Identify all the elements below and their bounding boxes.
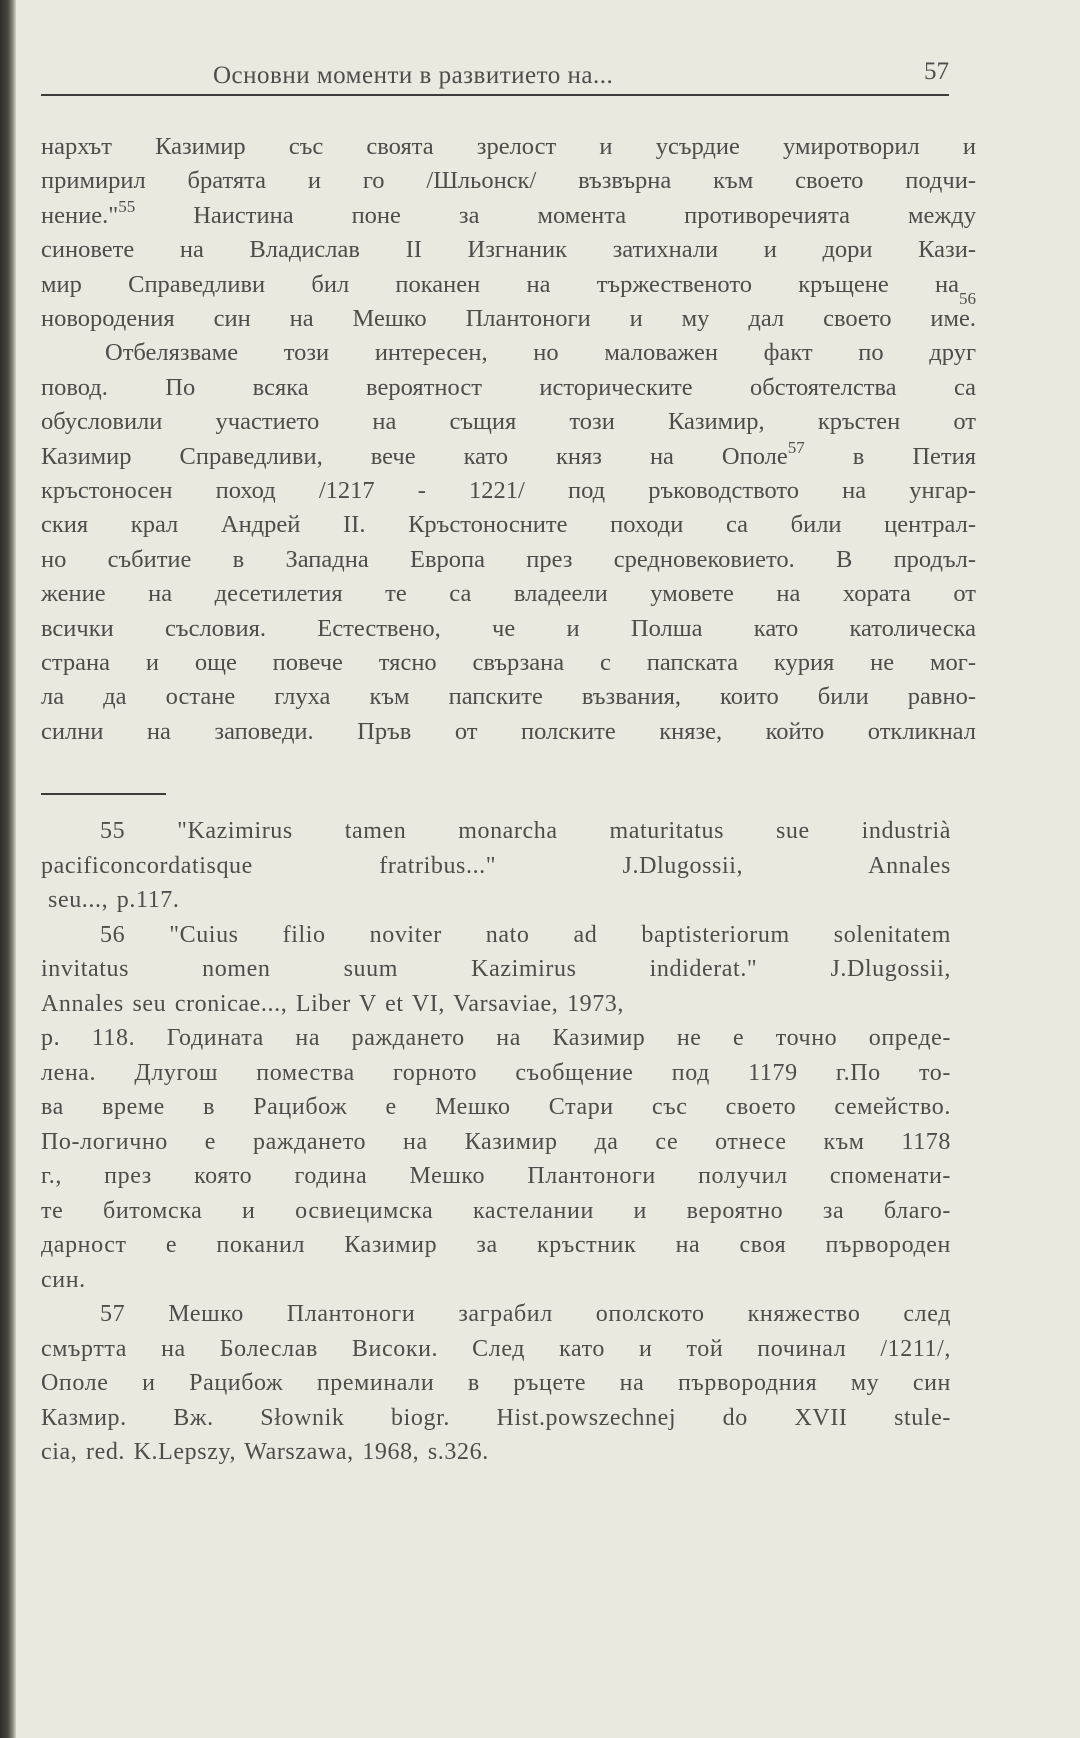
text-run: синовете на Владислав II Изгнаник затихнали и дори Кази- (41, 236, 976, 264)
footnote-line (48, 885, 958, 915)
footnote-line (41, 1127, 951, 1157)
page-number: 57 (924, 58, 949, 85)
text-run: дарност е поканил Казимир за кръстник на своя първороден (41, 1232, 951, 1258)
footnote-line (41, 851, 951, 881)
footnote-line (41, 1196, 951, 1226)
footnote-line (41, 1403, 951, 1433)
footnote-reference: 56 (959, 288, 976, 308)
body-line (41, 270, 976, 308)
body-line (41, 614, 976, 644)
text-run: всички съсловия. Естествено, че и Полша като католическа (41, 614, 976, 642)
text-run: страна и още повече тясно свързана с папската курия не мог- (41, 649, 976, 676)
footnote-line (41, 1092, 951, 1122)
text-run: ва време в Рацибож е Мешко Стари със своето семейство. (41, 1094, 951, 1120)
text-run: повод. По всяка вероятност историческите обстоятелства са (41, 373, 976, 401)
text-run: 55 "Kazimirus tamen monarcha maturitatus sue industrià (100, 818, 951, 844)
body-line (41, 476, 976, 506)
body-line (41, 407, 976, 437)
footnote-line (100, 920, 951, 950)
text-run: в Петия (804, 442, 976, 470)
book-binding-edge (0, 0, 16, 1738)
body-line (105, 338, 976, 368)
running-header (41, 56, 949, 96)
text-run: ла да остане глуха към папските възвания, които били равно- (41, 683, 976, 711)
body-line (41, 579, 976, 609)
text-run: Казимир Справедливи, вече като княз на Ополе (41, 442, 788, 470)
footnote-line (41, 989, 951, 1019)
body-line (41, 196, 976, 231)
text-run: cia, red. K.Lepszy, Warszawa, 1968, s.326. (41, 1439, 489, 1465)
text-run: p. 118. Годината на раждането на Казимир не е точно опреде- (41, 1025, 951, 1051)
body-line (41, 373, 976, 403)
text-run: жение на десетилетия те са владеели умовете на хората от (41, 580, 976, 608)
text-run: Отбелязваме този интересен, но маловажен факт по друг (105, 339, 976, 367)
footnote-line (41, 1058, 951, 1088)
text-run: обусловили участието на същия този Казимир, кръстен от (41, 408, 976, 436)
body-line (41, 166, 976, 196)
body-line (41, 545, 976, 575)
footnote-separator (41, 793, 166, 795)
body-line (41, 235, 976, 265)
text-run: 57 Мешко Плантоноги заграбил ополското княжество след (100, 1301, 951, 1327)
footnote-reference: 55 (118, 196, 136, 216)
footnote-line (41, 1368, 951, 1398)
footnote-line (41, 1437, 951, 1467)
body-line (41, 717, 976, 747)
body-line (41, 304, 976, 334)
footnote-reference: 57 (787, 437, 805, 457)
text-run: примирил братята и го /Шльонск/ възвърна към своето подчи- (41, 167, 976, 195)
body-line (41, 682, 976, 712)
text-run: нение." (41, 201, 119, 229)
running-header-title: Основни моменти в развитието на... (213, 62, 614, 89)
footnote-line (100, 1299, 951, 1329)
text-run: Ополе и Рацибож преминали в ръцете на първородния му син (41, 1370, 951, 1396)
body-line (41, 648, 976, 678)
footnote-line (41, 1230, 951, 1260)
text-run: 56 "Cuius filio noviter nato ad baptisteriorum solenitatem (100, 921, 951, 948)
text-run: син. (41, 1266, 86, 1293)
text-run: ския крал Андрей II. Кръстоносните походи са били централ- (41, 511, 976, 539)
body-line (41, 510, 976, 540)
text-run: seu..., p.117. (48, 887, 180, 913)
text-run: те битомска и освиецимска кастелании и вероятно за благо- (41, 1197, 951, 1224)
text-run: г., през която година Мешко Плантоноги получил споменати- (41, 1163, 951, 1189)
footnote-line (41, 1023, 951, 1053)
text-run: но събитие в Западна Европа през средновековието. В продъл- (41, 545, 976, 573)
text-run: кръстоносен поход /1217 - 1221/ под ръководството на унгар- (41, 477, 976, 504)
footnote-line (41, 1161, 951, 1191)
body-line (41, 132, 976, 162)
text-run: новородения син на Мешко Плантоноги и му дал своето име. (41, 305, 976, 332)
text-run: invitatus nomen suum Kazimirus indiderat." J.Dlugossii, (41, 956, 951, 982)
text-run: смъртта на Болеслав Високи. След като и той починал /1211/, (41, 1335, 951, 1362)
footnote-line (41, 1334, 951, 1364)
text-run: лена. Длугош помества горното съобщение под 1179 г.По то- (41, 1059, 951, 1086)
text-run: pacificoncordatisque fratribus..." J.Dlugossii, Annales (41, 852, 951, 879)
text-run: Наистина поне за момента противоречията между (135, 201, 976, 229)
text-run: нархът Казимир със своята зрелост и усърдие умиротворил и (41, 133, 976, 160)
text-run: Казмир. Вж. Słownik biogr. Hist.powszechnej do XVII stule- (41, 1404, 951, 1431)
text-run: Annales seu cronicae..., Liber V et VI, Varsaviae, 1973, (41, 990, 625, 1017)
footnote-line (41, 1265, 951, 1295)
footnote-line (41, 954, 951, 984)
text-run: силни на заповеди. Пръв от полските князе, който откликнал (41, 717, 976, 745)
footnote-line (100, 816, 951, 846)
text-run: По-логично е раждането на Казимир да се отнесе към 1178 (41, 1128, 951, 1155)
body-line (41, 437, 976, 472)
text-run: мир Справедливи бил поканен на тържественото кръщене на (41, 270, 959, 298)
